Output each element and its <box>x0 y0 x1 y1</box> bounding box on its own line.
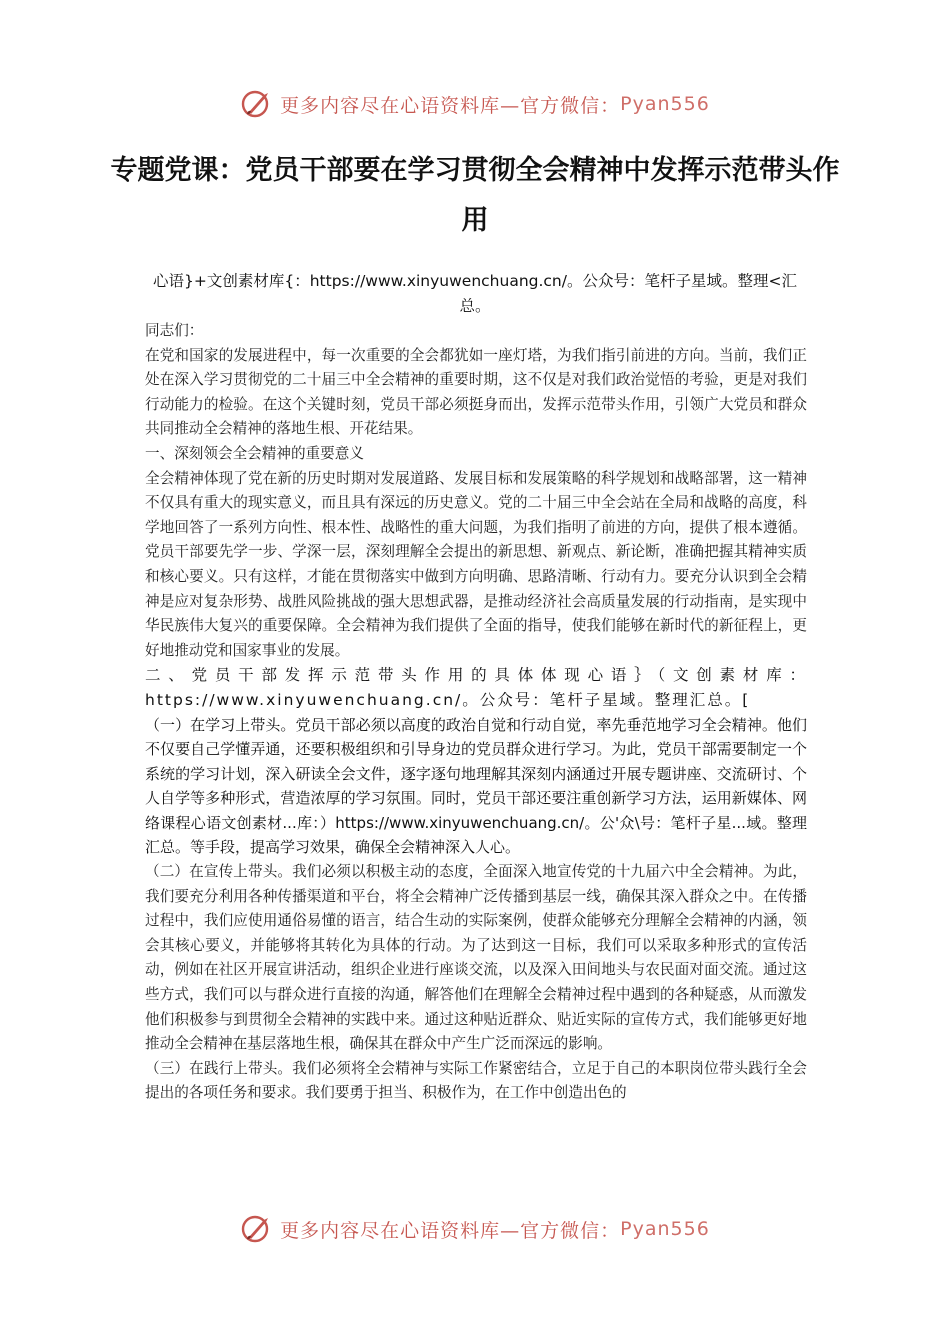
subsection-1-paragraph: （一）在学习上带头。党员干部必须以高度的政治自觉和行动自觉，率先垂范地学习全会精神。他们不仅要自己学懂弄通，还要积极组织和引导身边的党员群众进行学习。为此，党员干部需要制定一个系统的学习计划，深入研读全会文件，逐字逐句地理解其深刻内涵通过开展专题讲座、交流研讨、个人自学等多种形式，营造浓厚的学习氛围。同时，党员干部还要注重创新学习方法，运用新媒体、网络课程心语文创素材...库：）https://www.xinyuwenchuang.cn/。公'众\号：笔杆子星...域。整理汇总。等手段，提高学习效果，确保全会精神深入人心。 <box>145 715 807 857</box>
brush-logo-icon <box>240 87 274 121</box>
section-1-paragraph: 全会精神体现了党在新的历史时期对发展道路、发展目标和发展策略的科学规划和战略部署，这一精神不仅具有重大的现实意义，而且具有深远的历史意义。党的二十届三中全会站在全局和战略的高度，科学地回答了一系列方向性、根本性、战略性的重大问题，为我们指明了前进的方向，提供了根本遵循。党员干部要先学一步、学深一层，深刻理解全会提出的新思想、新观点、新论断，准确把握其精神实质和核心要义。只有这样，才能在贯彻落实中做到方向明确、思路清晰、行动有力。要充分认识到全会精神是应对复杂形势、战胜风险挑战的强大思想武器，是推动经济社会高质量发展的行动指南，是实现中华民族伟大复兴的重要保障。全会精神为我们提供了全面的指导，使我们能够在新时代的新征程上，更好地推动党和国家事业的发展。 <box>145 469 807 659</box>
footer-banner <box>0 1209 950 1249</box>
subsection-3-paragraph: （三）在践行上带头。我们必须将全会精神与实际工作紧密结合，立足于自己的本职岗位带头践行全会提出的各项任务和要求。我们要勇于担当、积极作为，在工作中创造出色的 <box>145 1059 807 1102</box>
page-title: 专题党课：党员干部要在学习贯彻全会精神中发挥示范带头作用 <box>110 155 840 236</box>
banner-text: 更多内容尽在心语资料库—官方微信： <box>280 1219 621 1242</box>
brush-logo-icon <box>240 1212 274 1246</box>
banner-wechat-id: Pyan556 <box>620 1218 710 1240</box>
section-heading-1: 一、深刻领会全会精神的重要意义 <box>145 444 364 462</box>
article-body <box>145 319 807 1106</box>
banner-wechat-id: Pyan556 <box>620 93 710 115</box>
intro-paragraph: 在党和国家的发展进程中，每一次重要的全会都犹如一座灯塔，为我们指引前进的方向。当前，我们正处在深入学习贯彻党的二十届三中全会精神的重要时期，这不仅是对我们政治觉悟的考验，更是对我们行动能力的检验。在这个关键时刻，党员干部必须挺身而出，发挥示范带头作用，引领广大党员和群众共同推动全会精神的落地生根、开花结果。 <box>145 346 807 438</box>
subsection-2-paragraph: （二）在宣传上带头。我们必须以积极主动的态度，全面深入地宣传党的十九届六中全会精神。为此，我们要充分利用各种传播渠道和平台，将全会精神广泛传播到基层一线，确保其深入群众之中。在传播过程中，我们应使用通俗易懂的语言，结合生动的实际案例，使群众能够充分理解全会精神的内涵，领会其核心要义，并能够将其转化为具体的行动。为了达到这一目标，我们可以采取多种形式的宣传活动，例如在社区开展宣讲活动，组织企业进行座谈交流，以及深入田间地头与农民面对面交流。通过这些方式，我们可以与群众进行直接的沟通，解答他们在理解全会精神过程中遇到的各种疑惑，从而激发他们积极参与到贯彻全会精神的实践中来。通过这种贴近群众、贴近实际的宣传方式，我们能够更好地推动全会精神在基层落地生根，确保其在群众中产生广泛而深远的影响。 <box>145 863 807 1053</box>
salutation: 同志们： <box>145 322 204 339</box>
banner-text: 更多内容尽在心语资料库—官方微信： <box>280 94 621 117</box>
section-heading-2: 二、党员干部发挥示范带头作用的具体体现心语｝（文创素材库：https://www.xinyuwenchuang.cn/。公众号：笔杆子星域。整理汇总。[ <box>145 666 807 709</box>
source-line: 心语}+文创素材库{：https://www.xinyuwenchuang.cn/。公众号：笔杆子星域。整理<汇总。 <box>153 272 797 315</box>
header-banner <box>0 84 950 124</box>
